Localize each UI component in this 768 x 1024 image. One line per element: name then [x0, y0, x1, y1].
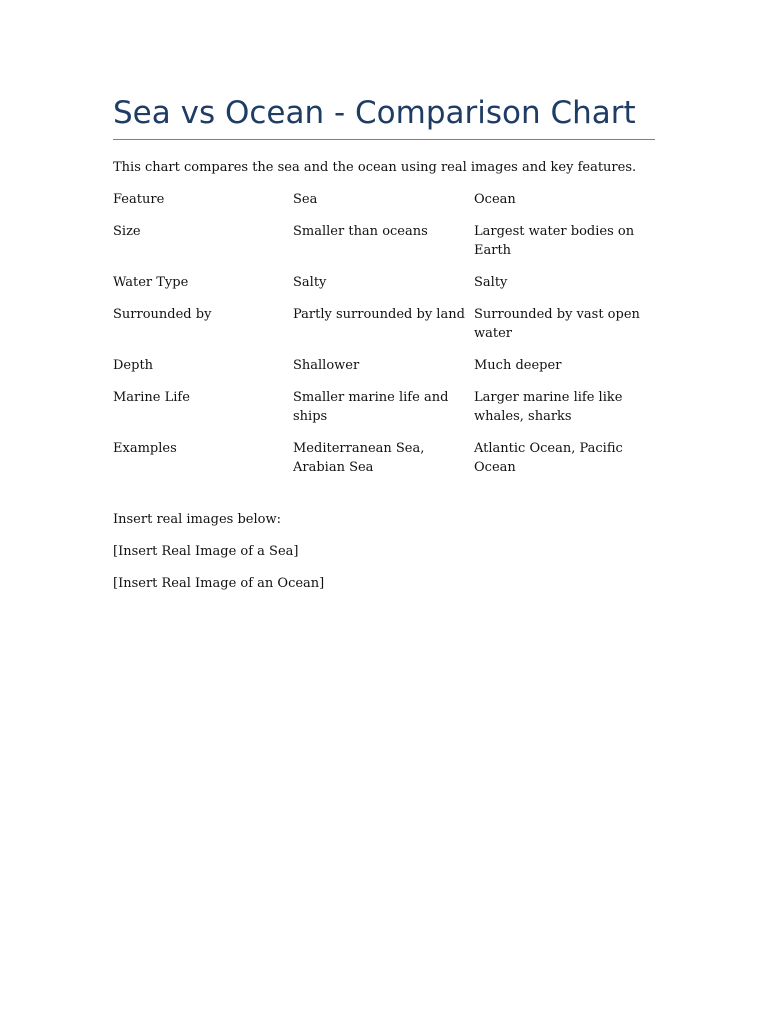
- sea-cell: Shallower: [293, 358, 360, 373]
- ocean-cell: Surrounded by vast open water: [474, 307, 640, 341]
- ocean-cell: Largest water bodies on Earth: [474, 224, 635, 258]
- ocean-cell: Atlantic Ocean, Pacific Ocean: [474, 441, 623, 475]
- header-feature: Feature: [113, 192, 165, 207]
- table-row: [113, 388, 655, 426]
- sea-cell: Smaller than oceans: [293, 224, 428, 239]
- feature-cell: Depth: [113, 358, 154, 373]
- sea-cell: Salty: [293, 275, 327, 290]
- feature-cell: Surrounded by: [113, 307, 212, 322]
- table-row: [113, 439, 655, 477]
- sea-cell: Partly surrounded by land: [293, 307, 465, 322]
- ocean-cell: Larger marine life like whales, sharks: [474, 390, 623, 424]
- ocean-cell: Much deeper: [474, 358, 562, 373]
- title-underline: [113, 139, 655, 140]
- sea-image-placeholder: [Insert Real Image of a Sea]: [113, 544, 299, 559]
- table-row: [113, 305, 655, 343]
- feature-cell: Examples: [113, 441, 177, 456]
- sea-cell: Mediterranean Sea, Arabian Sea: [293, 441, 425, 475]
- document-title: Sea vs Ocean - Comparison Chart: [113, 95, 636, 131]
- header-sea: Sea: [293, 192, 318, 207]
- feature-cell: Marine Life: [113, 390, 190, 405]
- sea-cell: Smaller marine life and ships: [293, 390, 449, 424]
- ocean-cell: Salty: [474, 275, 508, 290]
- table-row: [113, 356, 655, 375]
- comparison-table: [113, 190, 655, 490]
- table-header-row: [113, 190, 655, 209]
- images-note: Insert real images below:: [113, 512, 281, 527]
- feature-cell: Water Type: [113, 275, 189, 290]
- ocean-image-placeholder: [Insert Real Image of an Ocean]: [113, 576, 325, 591]
- intro-paragraph: This chart compares the sea and the ocean using real images and key features.: [113, 160, 637, 175]
- header-ocean: Ocean: [474, 192, 516, 207]
- table-row: [113, 273, 655, 292]
- table-row: [113, 222, 655, 260]
- feature-cell: Size: [113, 224, 141, 239]
